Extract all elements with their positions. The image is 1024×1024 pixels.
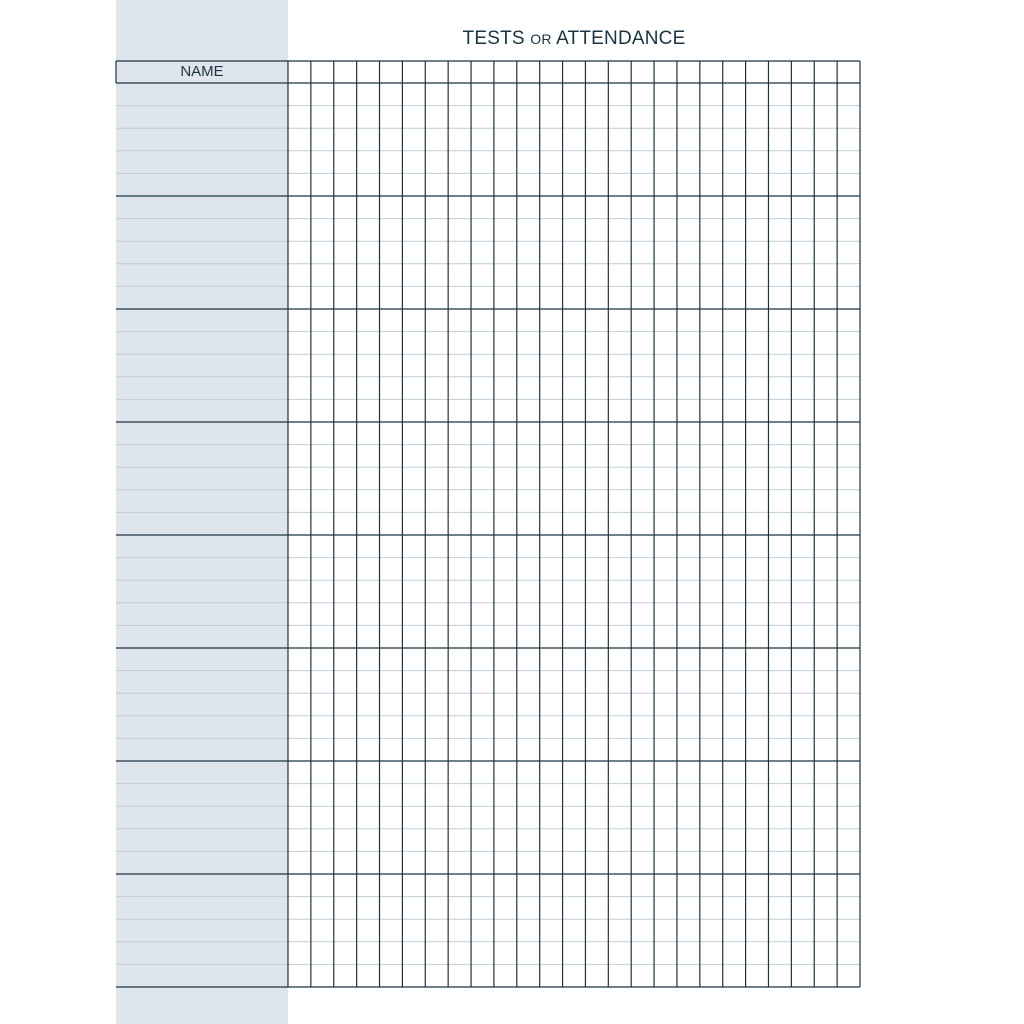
- title-tests: TESTS: [462, 28, 525, 49]
- name-column-header: NAME: [180, 63, 224, 80]
- title-attendance: ATTENDANCE: [556, 28, 686, 49]
- title-or: OR: [530, 31, 552, 47]
